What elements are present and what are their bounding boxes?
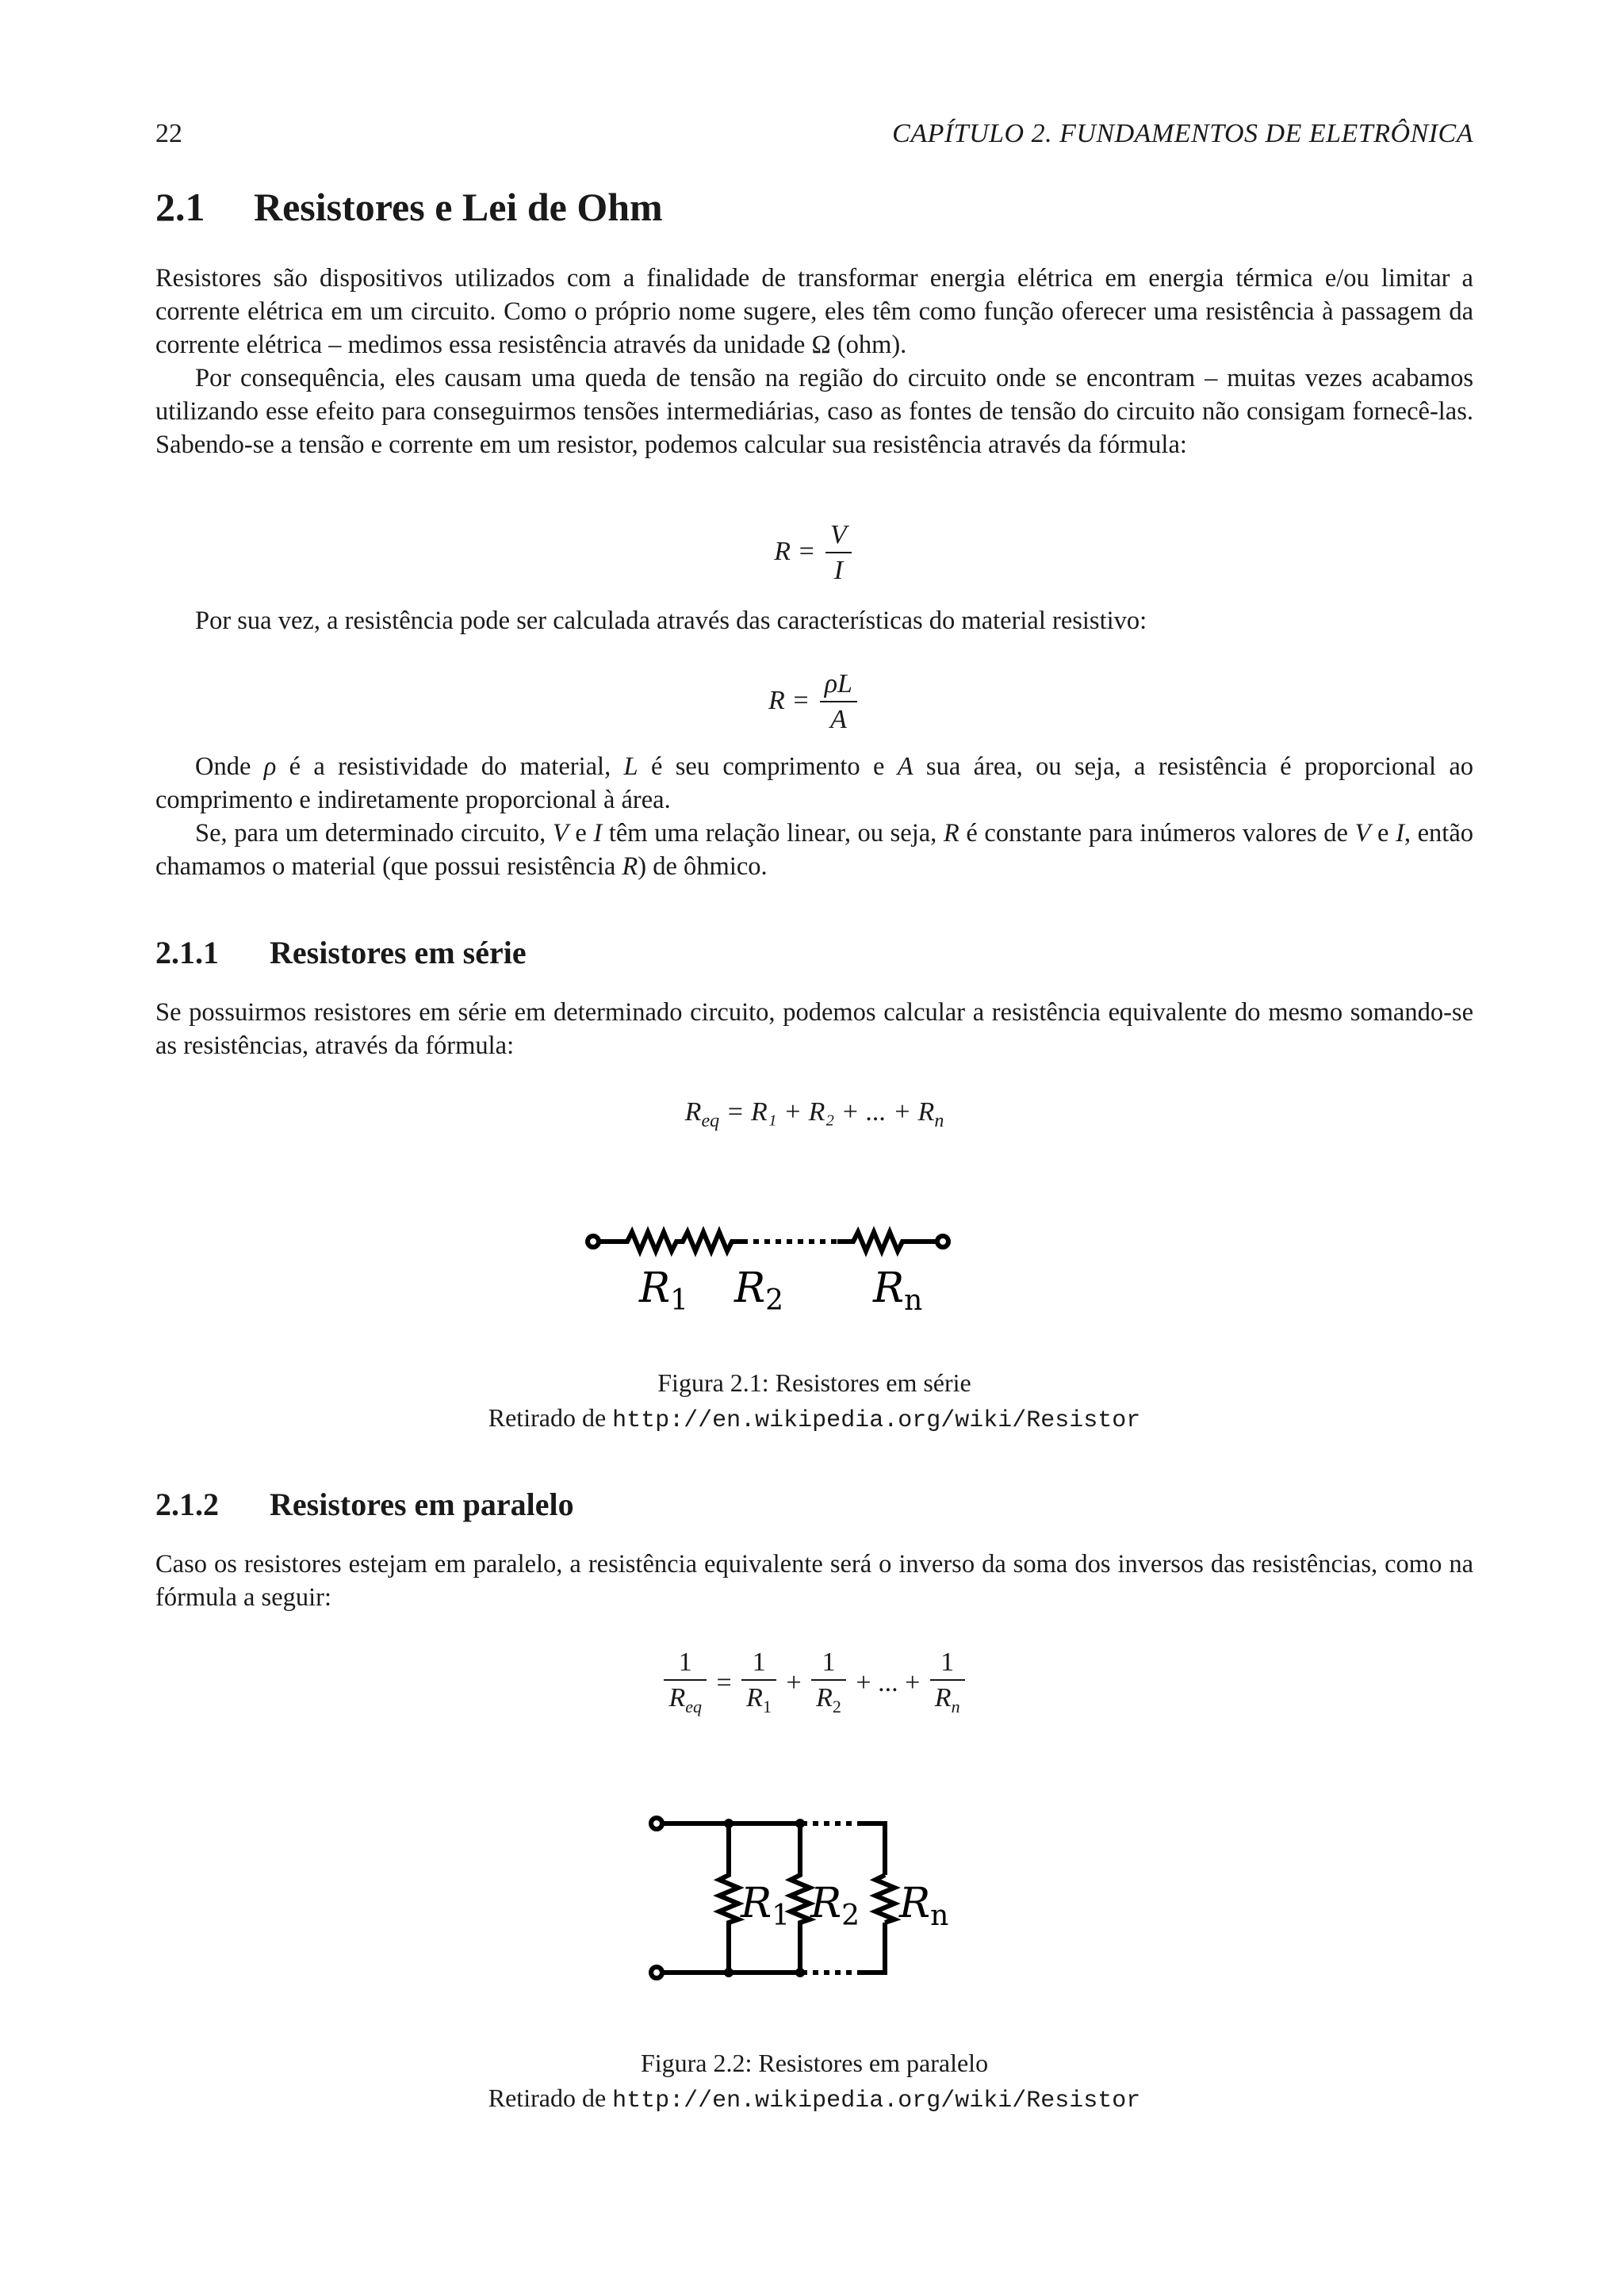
paragraph-intro: Resistores são dispositivos utilizados com a finalidade de transformar energia elétrica em energia térmica e/ou limitar a corrente elétrica em um circuito. Como o próprio nome sugere, eles têm como função oferecer uma resistência à passagem da corrente elétrica – medimos essa resistência através da unidade Ω (ohm). [155,264,1473,359]
section-heading [155,184,663,230]
source-url: http://en.wikipedia.org/wiki/Resistor [612,2087,1141,2114]
fraction [930,1646,965,1724]
subsection-heading-parallel [155,1486,574,1523]
junction-dot [724,1819,733,1828]
junction-dot [795,1968,805,1977]
top-right-wire [861,1823,885,1875]
numerator: 1 [741,1646,776,1681]
fraction [741,1646,776,1724]
symbol-r: R [943,819,959,848]
junction-dot [724,1968,733,1977]
fraction [825,519,852,588]
denominator: $R_{eq}$ [668,1683,702,1716]
label-r2: R2 [734,1265,784,1316]
parallel-circuit-diagram [647,1808,1012,1990]
equation-resistivity [155,668,1473,737]
equation-lhs: R = [768,685,810,715]
terminal-left [588,1236,599,1247]
symbol-i: I [593,819,603,848]
caption-source [155,2080,1473,2118]
symbol-i: I [1396,819,1404,848]
numerator: 1 [664,1646,707,1681]
plus-sign: + [786,1668,802,1698]
figure-caption-2 [155,2045,1473,2118]
source-prefix: Retirado de [488,2084,613,2112]
text: , então chamamos o material (que possui resistência [155,819,1473,881]
label-rn: Rn [899,1880,949,1932]
numerator: 1 [930,1646,965,1681]
subscript: n [934,1110,944,1131]
junction-dot [795,1819,805,1828]
caption-source [155,1400,1473,1438]
resistor-r2 [791,1823,810,1973]
text: ) de ôhmico. [638,852,768,881]
paragraph-series: Se possuirmos resistores em série em determinado circuito, podemos calcular a resistência equivalente do mesmo somando-se as resistências, através da fórmula: [155,998,1473,1060]
label-r1: R1 [741,1880,791,1932]
denominator: $R_2$ [816,1683,841,1716]
section-title: Resistores e Lei de Ohm [254,185,663,229]
caption-text: Figura 2.1: Resistores em série [657,1368,971,1397]
subsection-title: Resistores em paralelo [270,1487,574,1522]
symbol-v: V [1354,819,1371,848]
equation-series [155,1097,1473,1132]
symbol-r: R [622,852,638,881]
paragraph-voltage-drop: Por consequência, eles causam uma queda de tensão na região do circuito onde se encontram – muitas vezes acabamos utilizando esse efeito para conseguirmos tensões intermediárias, caso as fontes de tensão do circuito não consigam fornecê-las. Sabendo-se a tensão e corrente em um resistor, podemos calcular sua resistência através da fórmula: [155,364,1473,459]
equation-lhs: R [684,1097,702,1127]
text: têm uma relação linear, ou seja, [602,819,944,848]
label-rn: Rn [873,1265,923,1316]
text: é seu comprimento e [638,752,898,781]
text: Se, para um determinado circuito, [195,819,553,848]
figure-caption-1 [155,1365,1473,1438]
paragraph-variables [155,750,1473,817]
section-number: 2.1 [155,185,205,229]
text: Onde [195,752,264,781]
source-prefix: Retirado de [488,1403,613,1432]
equals-sign: = [716,1668,732,1698]
fraction [820,668,857,737]
text: é a resistividade do material, [276,752,624,781]
resistor-rn [875,1875,894,1923]
equation-rhs: = R₁ + R₂ + ... + R [726,1097,935,1127]
fraction [664,1646,707,1724]
denominator: $R_1$ [746,1683,772,1716]
fraction [811,1646,846,1724]
chapter-title: CAPÍTULO 2. FUNDAMENTOS DE ELETRÔNICA [892,119,1473,148]
numerator: V [825,519,852,553]
bottom-right-wire [861,1923,885,1973]
subsection-number: 2.1.2 [155,1487,219,1522]
symbol-v: V [552,819,569,848]
source-url: http://en.wikipedia.org/wiki/Resistor [612,1407,1141,1434]
subsection-number: 2.1.1 [155,935,219,970]
symbol-a: A [897,752,914,781]
denominator: $R_n$ [934,1683,960,1716]
label-r2: R2 [810,1880,860,1932]
text: sua área, ou seja, a resistência é proporcional ao comprimento e indiretamente proporcional à área. [155,752,1474,814]
subsection-heading-series [155,934,527,971]
text: e [1370,819,1396,848]
label-r1: R1 [639,1265,689,1316]
resistor-rn [837,1232,937,1251]
paragraph-parallel: Caso os resistores estejam em paralelo, a resistência equivalente será o inverso da soma dos inversos das resistências, como na fórmula a seguir: [155,1550,1473,1612]
paragraph-material: Por sua vez, a resistência pode ser calculada através das características do material resistivo: [195,607,1147,635]
subscript: eq [701,1110,720,1131]
resistor-r1 [719,1823,738,1973]
equation-ohm [155,519,1473,588]
equation-parallel [155,1646,1473,1724]
resistor-r1-r2 [599,1232,742,1251]
terminal-top [651,1818,662,1829]
paragraph-ohmic [155,817,1473,883]
text: é constante para inúmeros valores de [959,819,1355,848]
numerator: 1 [811,1646,846,1681]
equation-lhs: R = [774,536,816,566]
caption-text: Figura 2.2: Resistores em paralelo [640,2049,989,2077]
terminal-bottom [651,1967,662,1978]
ellipsis-sum: + ... + [856,1668,921,1698]
denominator: A [829,705,847,734]
terminal-right [937,1236,948,1247]
series-circuit-diagram [584,1213,1059,1316]
symbol-rho: ρ [263,752,277,781]
numerator: ρL [820,668,857,702]
text: e [568,819,594,848]
symbol-l: L [623,752,638,781]
subsection-title: Resistores em série [270,935,527,970]
page-number: 22 [155,119,182,148]
denominator: I [833,556,844,585]
